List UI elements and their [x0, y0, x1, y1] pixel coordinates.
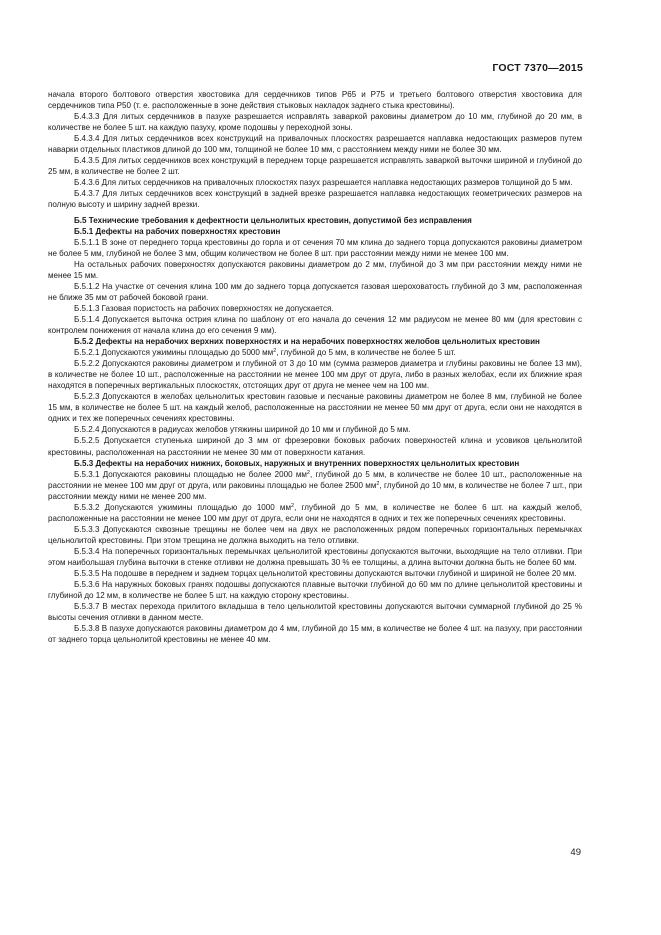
paragraph: Б.4.3.6 Для литых сердечников на привалочных плоскостях пазух разрешается наплавка недостающих размеров толщиной до 5 мм.: [74, 178, 573, 188]
paragraph: Б.5.2.5 Допускается ступенька шириной до 3 мм от фрезеровки боковых рабочих поверхностей клина и усовиков цельнолитой крестовины, расположенная на расстоянии не менее 30 мм от поверхности катания.: [48, 436, 582, 457]
superscript: 2: [376, 480, 380, 487]
subsection-heading: Б.5.2 Дефекты на нерабочих верхних поверхностях и на нерабочих поверхностях желобов цельнолитых крестовин: [74, 337, 540, 347]
superscript: 2: [306, 469, 310, 476]
standard-header: ГОСТ 7370—2015: [492, 62, 583, 74]
page-number: 49: [570, 847, 581, 858]
paragraph: Б.4.3.5 Для литых сердечников всех конструкций в переднем торце разрешается исправлять заваркой выточки шириной и глубиной до 25 мм, в количестве не более 2 шт.: [48, 156, 582, 177]
document-body: [48, 89, 582, 645]
subsection-heading: Б.5.3 Дефекты на нерабочих нижних, боковых, наружных и внутренних поверхностях цельнолитых крестовин: [74, 458, 520, 468]
text-run: , глубиной до 5 мм, в количестве не более 6 шт. на каждый желоб, расположенные на расстоянии не менее 100 мм друг от друга, если они не находятся в одних и тех же поперечных сечениях крестовины.: [48, 502, 583, 523]
paragraph: На остальных рабочих поверхностях допускаются раковины диаметром до 2 мм, глубиной до 3 мм при расстоянии между ними не менее 15 мм.: [48, 259, 582, 280]
subsection-heading: Б.5.1 Дефекты на рабочих поверхностях крестовин: [74, 226, 281, 236]
text-run: Б.5.3.2 Допускаются ужимины площадью до 1000 мм: [74, 502, 292, 512]
paragraph: Б.5.1.1 В зоне от переднего торца крестовины до горла и от сечения 70 мм клина до заднего торца допускаются раковины диаметром не более 5 мм, глубиной не более 3 мм, общим количеством не более 8 шт. при расстоянии между ними не менее 100 мм.: [48, 237, 582, 258]
text-run: , глубиной до 5 мм, в количестве не более 5 шт.: [276, 348, 456, 358]
paragraph: Б.5.3.3 Допускаются сквозные трещины не более чем на двух не расположенных рядом поперечных горизонтальных перемычках цельнолитой крестовины. При этом трещина не должна выходить на тело отливки.: [48, 524, 582, 545]
text-run: , глубиной до 10 мм, в количестве не более 7 шт., при расстоянии между ними не менее 200 мм.: [48, 480, 582, 501]
paragraph: Б.5.1.3 Газовая пористость на рабочих поверхностях не допускается.: [74, 303, 334, 313]
paragraph: Б.5.1.4 Допускается выточка острия клина по шаблону от его начала до сечения 12 мм радиусом не менее 80 мм (для крестовин с контролем понижения от начала клина до его сечения 9 мм).: [48, 314, 582, 335]
paragraph: Б.5.3.7 В местах перехода прилитого вкладыша в тело цельнолитой крестовины допускаются выточки суммарной глубиной до 25 % высоты сечения отливки в данном месте.: [48, 602, 582, 623]
paragraph: Б.5.3.4 На поперечных горизонтальных перемычках цельнолитой крестовины допускаются выточки, выходящие на тело отливки. При этом наибольшая глубина выточки в стенке отливки не должна превышать 30 % ее толщины, а длина выточки должна быть не более 60 мм.: [48, 546, 582, 567]
paragraph: Б.4.3.4 Для литых сердечников всех конструкций на привалочных плоскостях разрешается наплавка недостающих размеров путем наварки отдельных пластиков длиной до 100 мм, толщиной не более 10 мм, с расстоянием между ними не более 30 мм.: [48, 134, 582, 155]
paragraph: Б.5.2.4 Допускаются в радиусах желобов утяжины шириной до 10 мм и глубиной до 5 мм.: [74, 425, 411, 435]
paragraph: Б.5.2.3 Допускаются в желобах цельнолитых крестовин газовые и песчаные раковины диаметром не более 8 мм, глубиной не более 15 мм, в количестве не более 5 шт. на каждый желоб, расположенные на расстоянии не менее 50 мм друг от друга, если они не находятся в одних и тех же поперечных сечениях крестовины.: [48, 392, 582, 424]
paragraph: [48, 469, 582, 502]
paragraph: Б.5.1.2 На участке от сечения клина 100 мм до заднего торца допускается газовая шероховатость глубиной до 3 мм, расположенная не ближе 35 мм от рабочей боковой грани.: [48, 281, 582, 302]
paragraph: Б.5.3.8 В пазухе допускаются раковины диаметром до 4 мм, глубиной до 15 мм, в количестве не более 4 шт. на пазуху, при расстоянии от заднего торца цельнолитой крестовины не менее 40 мм.: [48, 624, 582, 645]
superscript: 2: [291, 502, 295, 509]
paragraph: [48, 347, 582, 358]
paragraph: Б.5.3.5 На подошве в переднем и заднем торцах цельнолитой крестовины допускаются выточки глубиной и шириной не более 20 мм.: [74, 569, 577, 579]
text-run: Б.5.3.1 Допускаются раковины площадью не более 2000 мм: [74, 469, 307, 479]
text-run: Б.5.2.1 Допускаются ужимины площадью до 5000 мм: [74, 348, 274, 358]
paragraph: Б.5.3.6 На наружных боковых гранях подошвы допускаются плавные выточки глубиной до 60 мм по длине цельнолитой крестовины и глубиной до 12 мм, в количестве не более 5 шт. на каждую сторону крестовины.: [48, 580, 582, 601]
section-heading: Б.5 Технические требования к дефектности цельнолитых крестовин, допустимой без исправления: [74, 215, 472, 225]
paragraph: Б.5.2.2 Допускаются раковины диаметром и глубиной от 3 до 10 мм (сумма размеров диаметра и глубины раковины не более 13 мм), в количестве не более 10 шт., расположенные на расстоянии не менее 100 мм друг от друга, либо в разных желобах, если их ближние края находятся в поперечных вертикальных плоскостях, отстоящих друг от друга не менее чем на 100 мм.: [48, 359, 582, 391]
text-run: , глубиной до 5 мм, в количестве не более 10 шт., расположенные на расстоянии не менее 100 мм друг от друга, или раковины площадью не более 2500 мм: [48, 469, 583, 490]
paragraph: Б.4.3.3 Для литых сердечников в пазухе разрешается исправлять заваркой раковины диаметром до 10 мм, глубиной до 20 мм, в количестве не более 5 шт. на каждую пазуху, кроме подошвы у переходной зоны.: [48, 112, 582, 133]
superscript: 2: [273, 348, 277, 355]
paragraph: начала второго болтового отверстия хвостовика для сердечников типов Р65 и Р75 и третьего болтового отверстия хвостовика для сердечников типа Р50 (т. е. расположенные в зоне действия стыковых накладок заднего стыка крестовины).: [48, 90, 582, 111]
paragraph: Б.4.3.7 Для литых сердечников всех конструкций в задней врезке разрешается наплавка недостающих геометрических размеров на полную высоту и ширину задней врезки.: [48, 189, 582, 210]
paragraph: [48, 502, 582, 524]
